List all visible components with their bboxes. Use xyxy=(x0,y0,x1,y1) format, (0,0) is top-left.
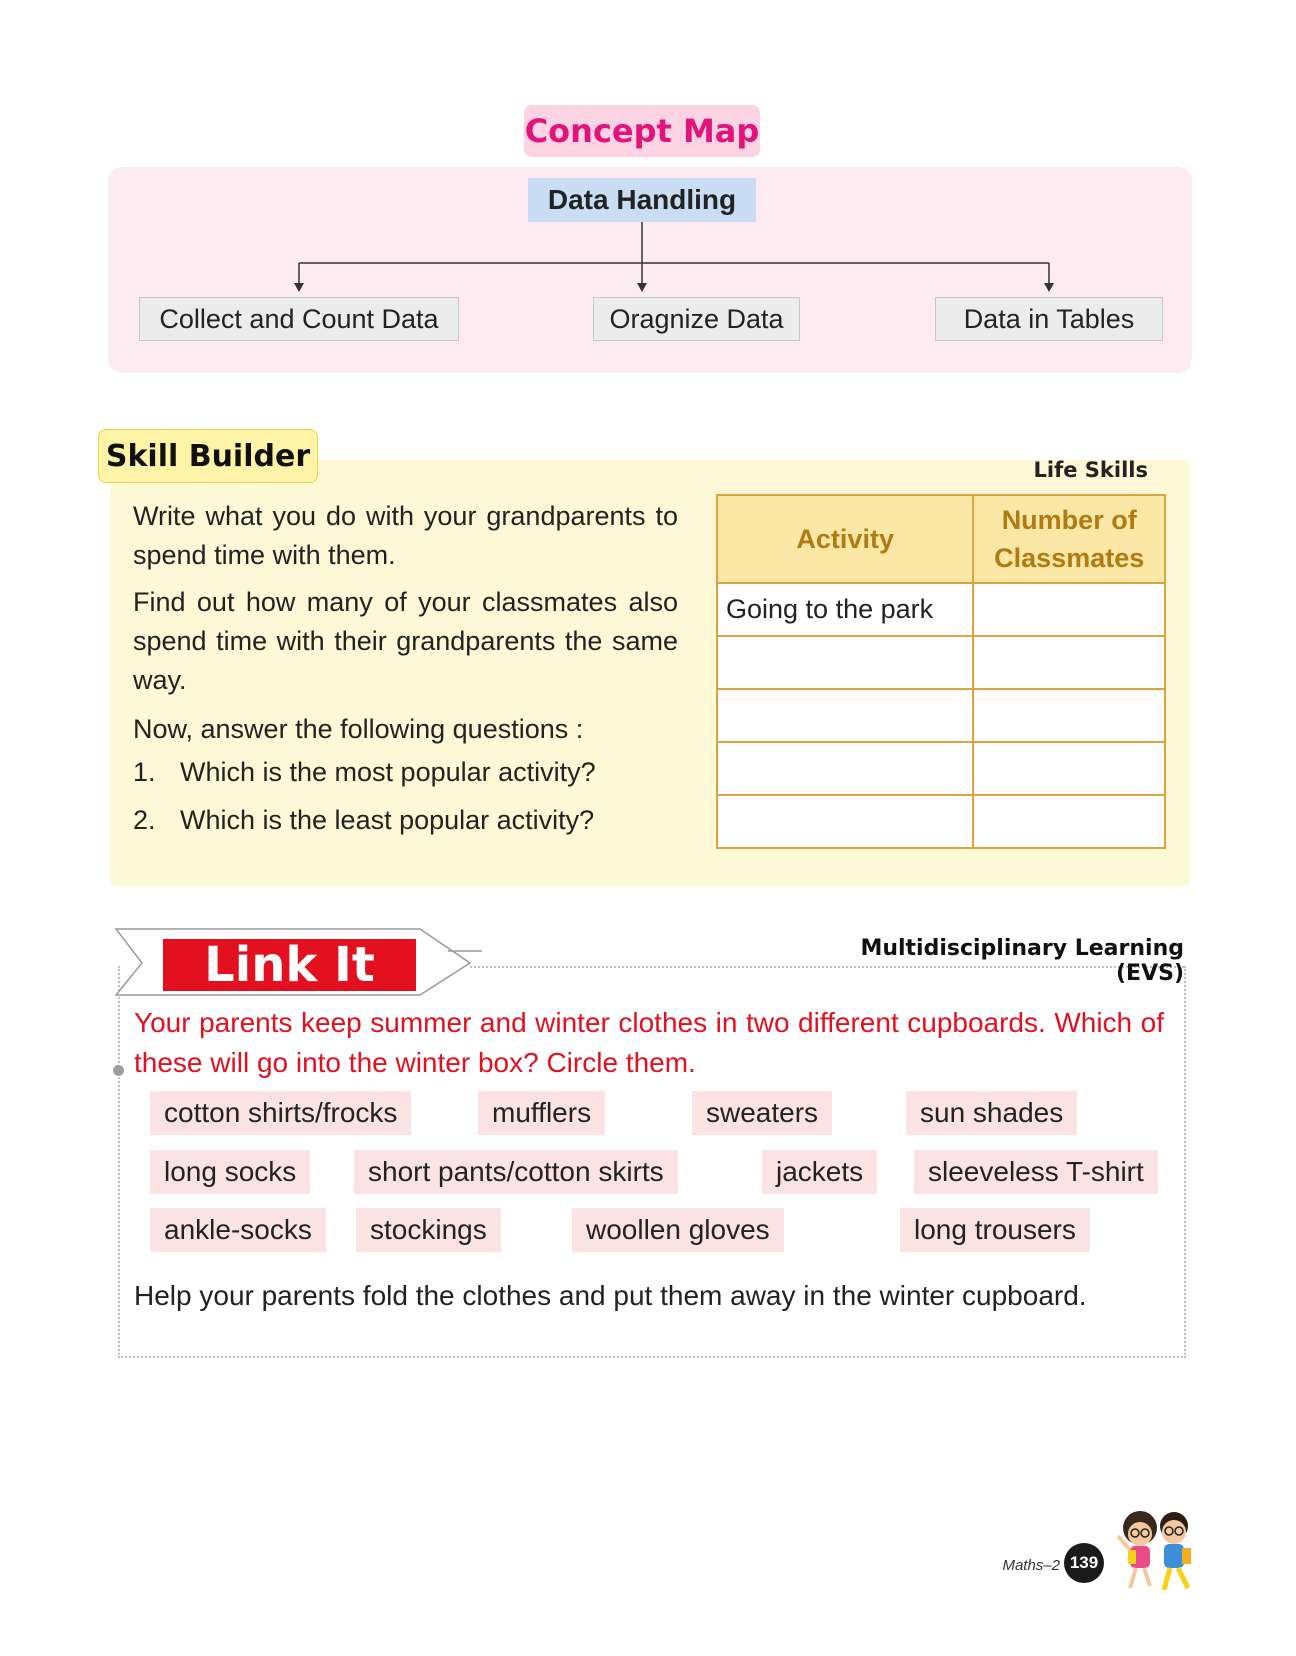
arrowhead-right xyxy=(1044,283,1054,292)
question-text: Which is the most popular activity? xyxy=(180,757,596,787)
clothing-item[interactable]: ankle-socks xyxy=(150,1208,326,1252)
question-number: 1. xyxy=(133,757,156,787)
link-it-instruction: Your parents keep summer and winter clothes in two different cupboards. Which of these will go into the winter box? Circle them. xyxy=(134,1007,1164,1078)
concept-map-title: Concept Map xyxy=(524,105,760,157)
table-cell[interactable]: Going to the park xyxy=(717,583,973,636)
table-cell[interactable] xyxy=(717,689,973,742)
concept-node-organize: Oragnize Data xyxy=(593,297,800,341)
table-cell[interactable] xyxy=(973,689,1165,742)
clothing-item[interactable]: jackets xyxy=(762,1150,877,1194)
skill-builder-title: Skill Builder xyxy=(98,429,318,483)
clothing-item[interactable]: long trousers xyxy=(900,1208,1090,1252)
clothing-item[interactable]: sweaters xyxy=(692,1091,832,1135)
table-cell[interactable] xyxy=(717,636,973,689)
clothing-item[interactable]: cotton shirts/frocks xyxy=(150,1091,411,1135)
link-it-footer-text: Help your parents fold the clothes and put them away in the winter cupboard. xyxy=(134,1280,1087,1311)
table-row xyxy=(717,689,1165,742)
table-cell[interactable] xyxy=(973,583,1165,636)
question-1 xyxy=(133,757,693,788)
concept-node-collect: Collect and Count Data xyxy=(139,297,459,341)
header-activity: Activity xyxy=(717,495,973,583)
table-cell[interactable] xyxy=(973,795,1165,848)
skill-builder-paragraph-3: Now, answer the following questions : xyxy=(133,714,584,744)
table-cell[interactable] xyxy=(717,742,973,795)
activity-table xyxy=(716,494,1166,849)
question-2 xyxy=(133,805,693,836)
table-row xyxy=(717,795,1165,848)
concept-map-root: Data Handling xyxy=(528,178,756,222)
clothing-item[interactable]: sleeveless T-shirt xyxy=(914,1150,1158,1194)
table-cell[interactable] xyxy=(973,636,1165,689)
clothing-item[interactable]: short pants/cotton skirts xyxy=(354,1150,678,1194)
table-row xyxy=(717,636,1165,689)
clothing-item[interactable]: sun shades xyxy=(906,1091,1077,1135)
skill-builder-paragraph-2: Find out how many of your classmates also spend time with their grandparents the same way. xyxy=(133,587,678,695)
arrowhead-left xyxy=(294,283,304,292)
clothing-item[interactable]: stockings xyxy=(356,1208,501,1252)
skill-builder-paragraph-1: Write what you do with your grandparents to spend time with them. xyxy=(133,501,678,570)
page-number: 139 xyxy=(1064,1543,1104,1583)
table-cell[interactable] xyxy=(717,795,973,848)
clothing-item[interactable]: woollen gloves xyxy=(572,1208,784,1252)
question-text: Which is the least popular activity? xyxy=(180,805,595,835)
table-cell[interactable] xyxy=(973,742,1165,795)
table-header-row xyxy=(717,495,1165,583)
header-classmates: Number of Classmates xyxy=(973,495,1165,583)
multidisciplinary-tag: Multidisciplinary Learning (EVS) xyxy=(860,936,1184,986)
arrowhead-center xyxy=(637,283,647,292)
clothing-item[interactable]: mufflers xyxy=(478,1091,605,1135)
book-label: Maths–2 xyxy=(1002,1557,1060,1574)
bullet-icon xyxy=(113,1065,124,1076)
link-it-title: Link It xyxy=(163,939,416,991)
kids-illustration-icon xyxy=(1108,1506,1212,1598)
life-skills-tag: Life Skills xyxy=(1033,458,1148,482)
table-row xyxy=(717,742,1165,795)
table-row xyxy=(717,583,1165,636)
question-number: 2. xyxy=(133,805,156,835)
concept-node-tables: Data in Tables xyxy=(935,297,1163,341)
clothing-item[interactable]: long socks xyxy=(150,1150,310,1194)
